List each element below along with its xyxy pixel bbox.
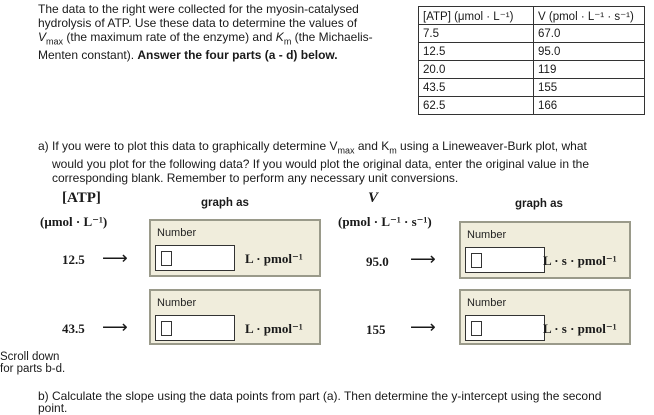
table-row: 43.5 155 (419, 79, 645, 97)
row2-atp-value: 43.5 (62, 321, 85, 336)
atp-row2-number-input[interactable] (155, 315, 235, 341)
v-column-header: V (368, 190, 379, 206)
unit-label: L · s · pmol⁻¹ (543, 321, 617, 336)
graph-as-label-v: graph as (515, 198, 563, 210)
header-atp: [ATP] (μmol · L⁻¹) (419, 7, 534, 25)
row2-v-value: 155 (366, 322, 386, 337)
intro-paragraph: The data to the right were collected for the myosin-catalysed hydrolysis of ATP. Use these data to determine the values of $V_{max}$ (the maximum rate of the enzyme) and $K_m$ (the Michaelis- Menten constant). Answer the four parts (a - d) below. (38, 2, 373, 63)
table-row: 20.0 119 (419, 61, 645, 79)
data-table (418, 6, 645, 115)
answer-panel-v-1: Number L · s · pmol⁻¹ (459, 221, 631, 279)
question-b: b) Calculate the slope using the data points from part (a). Then determine the y-intercept using the second point. (38, 389, 602, 415)
answer-panel-atp-1: Number L · pmol⁻¹ (149, 219, 321, 277)
arrow-icon: ⟶ (102, 248, 128, 268)
v-row1-number-input[interactable] (465, 247, 545, 273)
arrow-icon: ⟶ (410, 317, 436, 337)
header-v: V (pmol · L⁻¹ · s⁻¹) (534, 7, 645, 25)
scroll-hint: Scroll down for parts b-d. (0, 351, 66, 375)
text-cursor-icon (161, 251, 172, 266)
atp-row1-number-input[interactable] (155, 245, 235, 271)
atp-column-unit: (μmol · L⁻¹) (40, 214, 108, 229)
table-row: 12.5 95.0 (419, 43, 645, 61)
text-cursor-icon (161, 321, 172, 336)
text-cursor-icon (471, 321, 482, 336)
table-row: 7.5 67.0 (419, 25, 645, 43)
row1-v-value: 95.0 (366, 254, 389, 269)
table-row: 62.5 166 (419, 97, 645, 115)
v-column-unit: (pmol · L⁻¹ · s⁻¹) (338, 214, 432, 229)
answer-panel-atp-2: Number L · pmol⁻¹ (149, 289, 321, 345)
row1-atp-value: 12.5 (62, 252, 85, 267)
graph-as-label-atp: graph as (201, 197, 249, 209)
text-cursor-icon (471, 253, 482, 268)
atp-column-header: [ATP] (62, 190, 101, 206)
unit-label: L · pmol⁻¹ (245, 321, 303, 336)
v-row2-number-input[interactable] (465, 315, 545, 341)
answer-panel-v-2: Number L · s · pmol⁻¹ (459, 289, 631, 345)
table-header-row (419, 7, 645, 25)
unit-label: L · s · pmol⁻¹ (543, 253, 617, 268)
arrow-icon: ⟶ (102, 317, 128, 337)
question-a: a) If you were to plot this data to graphically determine $V_{max}$ and $K_m$ using a Lineweaver-Burk plot, what would you plot for the following data? If you would plot the original data, enter the original value in the corresponding blank. Remember to perform any necessary unit conversions. (38, 139, 590, 186)
unit-label: L · pmol⁻¹ (245, 251, 303, 266)
arrow-icon: ⟶ (410, 249, 436, 269)
